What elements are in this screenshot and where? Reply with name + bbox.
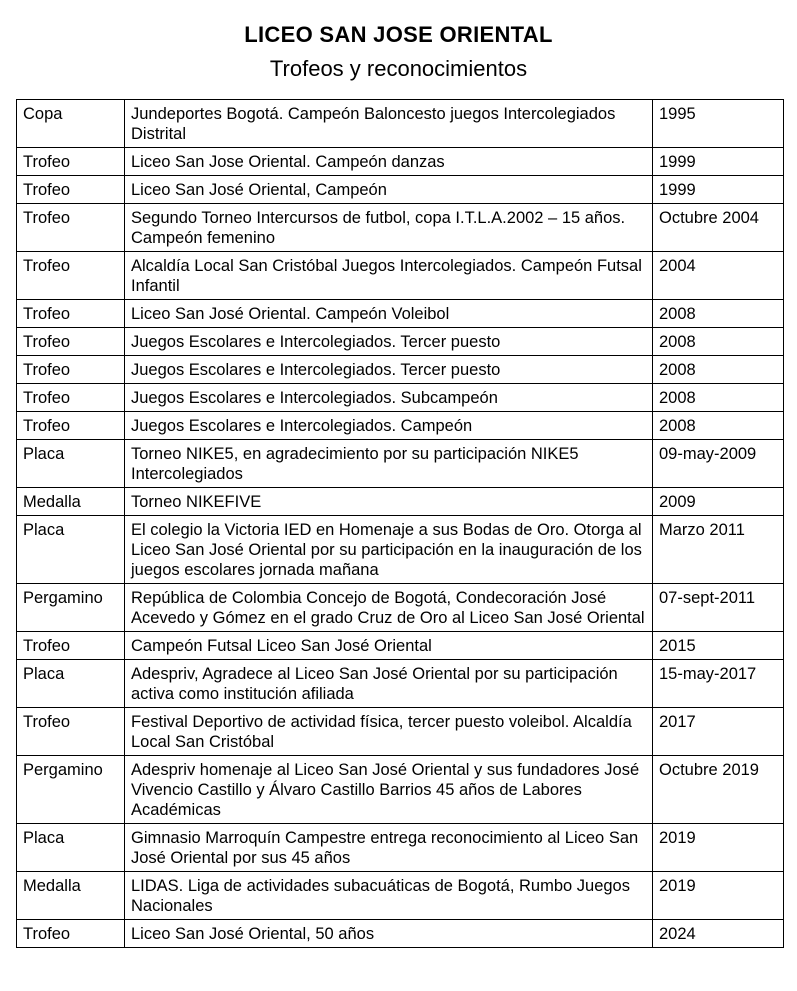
award-type-cell: Trofeo <box>17 252 125 300</box>
award-date-cell: 1999 <box>653 176 784 204</box>
award-description-cell: Juegos Escolares e Intercolegiados. Subcampeón <box>125 384 653 412</box>
awards-table <box>16 99 784 948</box>
document-title: LICEO SAN JOSE ORIENTAL <box>244 22 553 47</box>
award-date-cell: 2019 <box>653 872 784 920</box>
award-type-cell: Placa <box>17 516 125 584</box>
award-type-cell: Trofeo <box>17 176 125 204</box>
award-date-cell: 2004 <box>653 252 784 300</box>
award-description-cell: LIDAS. Liga de actividades subacuáticas de Bogotá, Rumbo Juegos Nacionales <box>125 872 653 920</box>
award-date-cell: 2024 <box>653 920 784 948</box>
award-type-cell: Placa <box>17 660 125 708</box>
table-row <box>17 872 784 920</box>
award-description-cell: Segundo Torneo Intercursos de futbol, copa I.T.L.A.2002 – 15 años. Campeón femenino <box>125 204 653 252</box>
table-row <box>17 632 784 660</box>
award-date-cell: Octubre 2004 <box>653 204 784 252</box>
award-type-cell: Copa <box>17 100 125 148</box>
award-type-cell: Pergamino <box>17 584 125 632</box>
award-type-cell: Trofeo <box>17 384 125 412</box>
award-description-cell: Liceo San Jose Oriental. Campeón danzas <box>125 148 653 176</box>
award-type-cell: Trofeo <box>17 412 125 440</box>
award-description-cell: Jundeportes Bogotá. Campeón Baloncesto juegos Intercolegiados Distrital <box>125 100 653 148</box>
award-description-cell: Liceo San José Oriental, 50 años <box>125 920 653 948</box>
award-type-cell: Medalla <box>17 872 125 920</box>
award-description-cell: República de Colombia Concejo de Bogotá, Condecoración José Acevedo y Gómez en el grado Cruz de Oro al Liceo San José Oriental <box>125 584 653 632</box>
table-row <box>17 516 784 584</box>
award-description-cell: Campeón Futsal Liceo San José Oriental <box>125 632 653 660</box>
award-description-cell: Festival Deportivo de actividad física, tercer puesto voleibol. Alcaldía Local San Cristóbal <box>125 708 653 756</box>
table-row <box>17 148 784 176</box>
table-row <box>17 660 784 708</box>
award-description-cell: Gimnasio Marroquín Campestre entrega reconocimiento al Liceo San José Oriental por sus 45 años <box>125 824 653 872</box>
award-type-cell: Trofeo <box>17 356 125 384</box>
award-type-cell: Trofeo <box>17 632 125 660</box>
award-description-cell: Juegos Escolares e Intercolegiados. Campeón <box>125 412 653 440</box>
table-row <box>17 356 784 384</box>
award-date-cell: 2019 <box>653 824 784 872</box>
table-row <box>17 100 784 148</box>
award-description-cell: El colegio la Victoria IED en Homenaje a sus Bodas de Oro. Otorga al Liceo San José Oriental por su participación en la inauguración de los juegos escolares jornada mañana <box>125 516 653 584</box>
award-date-cell: 09-may-2009 <box>653 440 784 488</box>
table-row <box>17 708 784 756</box>
award-description-cell: Adespriv, Agradece al Liceo San José Oriental por su participación activa como institución afiliada <box>125 660 653 708</box>
award-type-cell: Placa <box>17 824 125 872</box>
award-type-cell: Trofeo <box>17 204 125 252</box>
awards-table-body <box>17 100 784 948</box>
award-description-cell: Alcaldía Local San Cristóbal Juegos Intercolegiados. Campeón Futsal Infantil <box>125 252 653 300</box>
award-type-cell: Trofeo <box>17 708 125 756</box>
table-row <box>17 384 784 412</box>
award-description-cell: Liceo San José Oriental, Campeón <box>125 176 653 204</box>
award-date-cell: Octubre 2019 <box>653 756 784 824</box>
award-date-cell: 2008 <box>653 384 784 412</box>
award-description-cell: Liceo San José Oriental. Campeón Voleibol <box>125 300 653 328</box>
table-row <box>17 300 784 328</box>
table-row <box>17 756 784 824</box>
table-row <box>17 328 784 356</box>
award-date-cell: Marzo 2011 <box>653 516 784 584</box>
award-description-cell: Juegos Escolares e Intercolegiados. Tercer puesto <box>125 328 653 356</box>
table-row <box>17 824 784 872</box>
award-date-cell: 15-may-2017 <box>653 660 784 708</box>
table-row <box>17 412 784 440</box>
award-date-cell: 2008 <box>653 356 784 384</box>
table-row <box>17 204 784 252</box>
table-row <box>17 176 784 204</box>
document-subtitle: Trofeos y reconocimientos <box>269 56 528 81</box>
award-type-cell: Trofeo <box>17 300 125 328</box>
award-type-cell: Medalla <box>17 488 125 516</box>
table-row <box>17 252 784 300</box>
award-date-cell: 1999 <box>653 148 784 176</box>
award-description-cell: Juegos Escolares e Intercolegiados. Tercer puesto <box>125 356 653 384</box>
award-type-cell: Trofeo <box>17 328 125 356</box>
table-row <box>17 440 784 488</box>
award-description-cell: Adespriv homenaje al Liceo San José Oriental y sus fundadores José Vivencio Castillo y Álvaro Castillo Barrios 45 años de Labores Académicas <box>125 756 653 824</box>
award-date-cell: 2008 <box>653 300 784 328</box>
award-date-cell: 2009 <box>653 488 784 516</box>
table-row <box>17 920 784 948</box>
award-date-cell: 2017 <box>653 708 784 756</box>
award-date-cell: 07-sept-2011 <box>653 584 784 632</box>
award-type-cell: Trofeo <box>17 148 125 176</box>
award-type-cell: Trofeo <box>17 920 125 948</box>
table-row <box>17 488 784 516</box>
award-date-cell: 1995 <box>653 100 784 148</box>
award-description-cell: Torneo NIKE5, en agradecimiento por su participación NIKE5 Intercolegiados <box>125 440 653 488</box>
award-date-cell: 2015 <box>653 632 784 660</box>
award-date-cell: 2008 <box>653 328 784 356</box>
award-description-cell: Torneo NIKEFIVE <box>125 488 653 516</box>
award-type-cell: Placa <box>17 440 125 488</box>
table-row <box>17 584 784 632</box>
award-date-cell: 2008 <box>653 412 784 440</box>
award-type-cell: Pergamino <box>17 756 125 824</box>
